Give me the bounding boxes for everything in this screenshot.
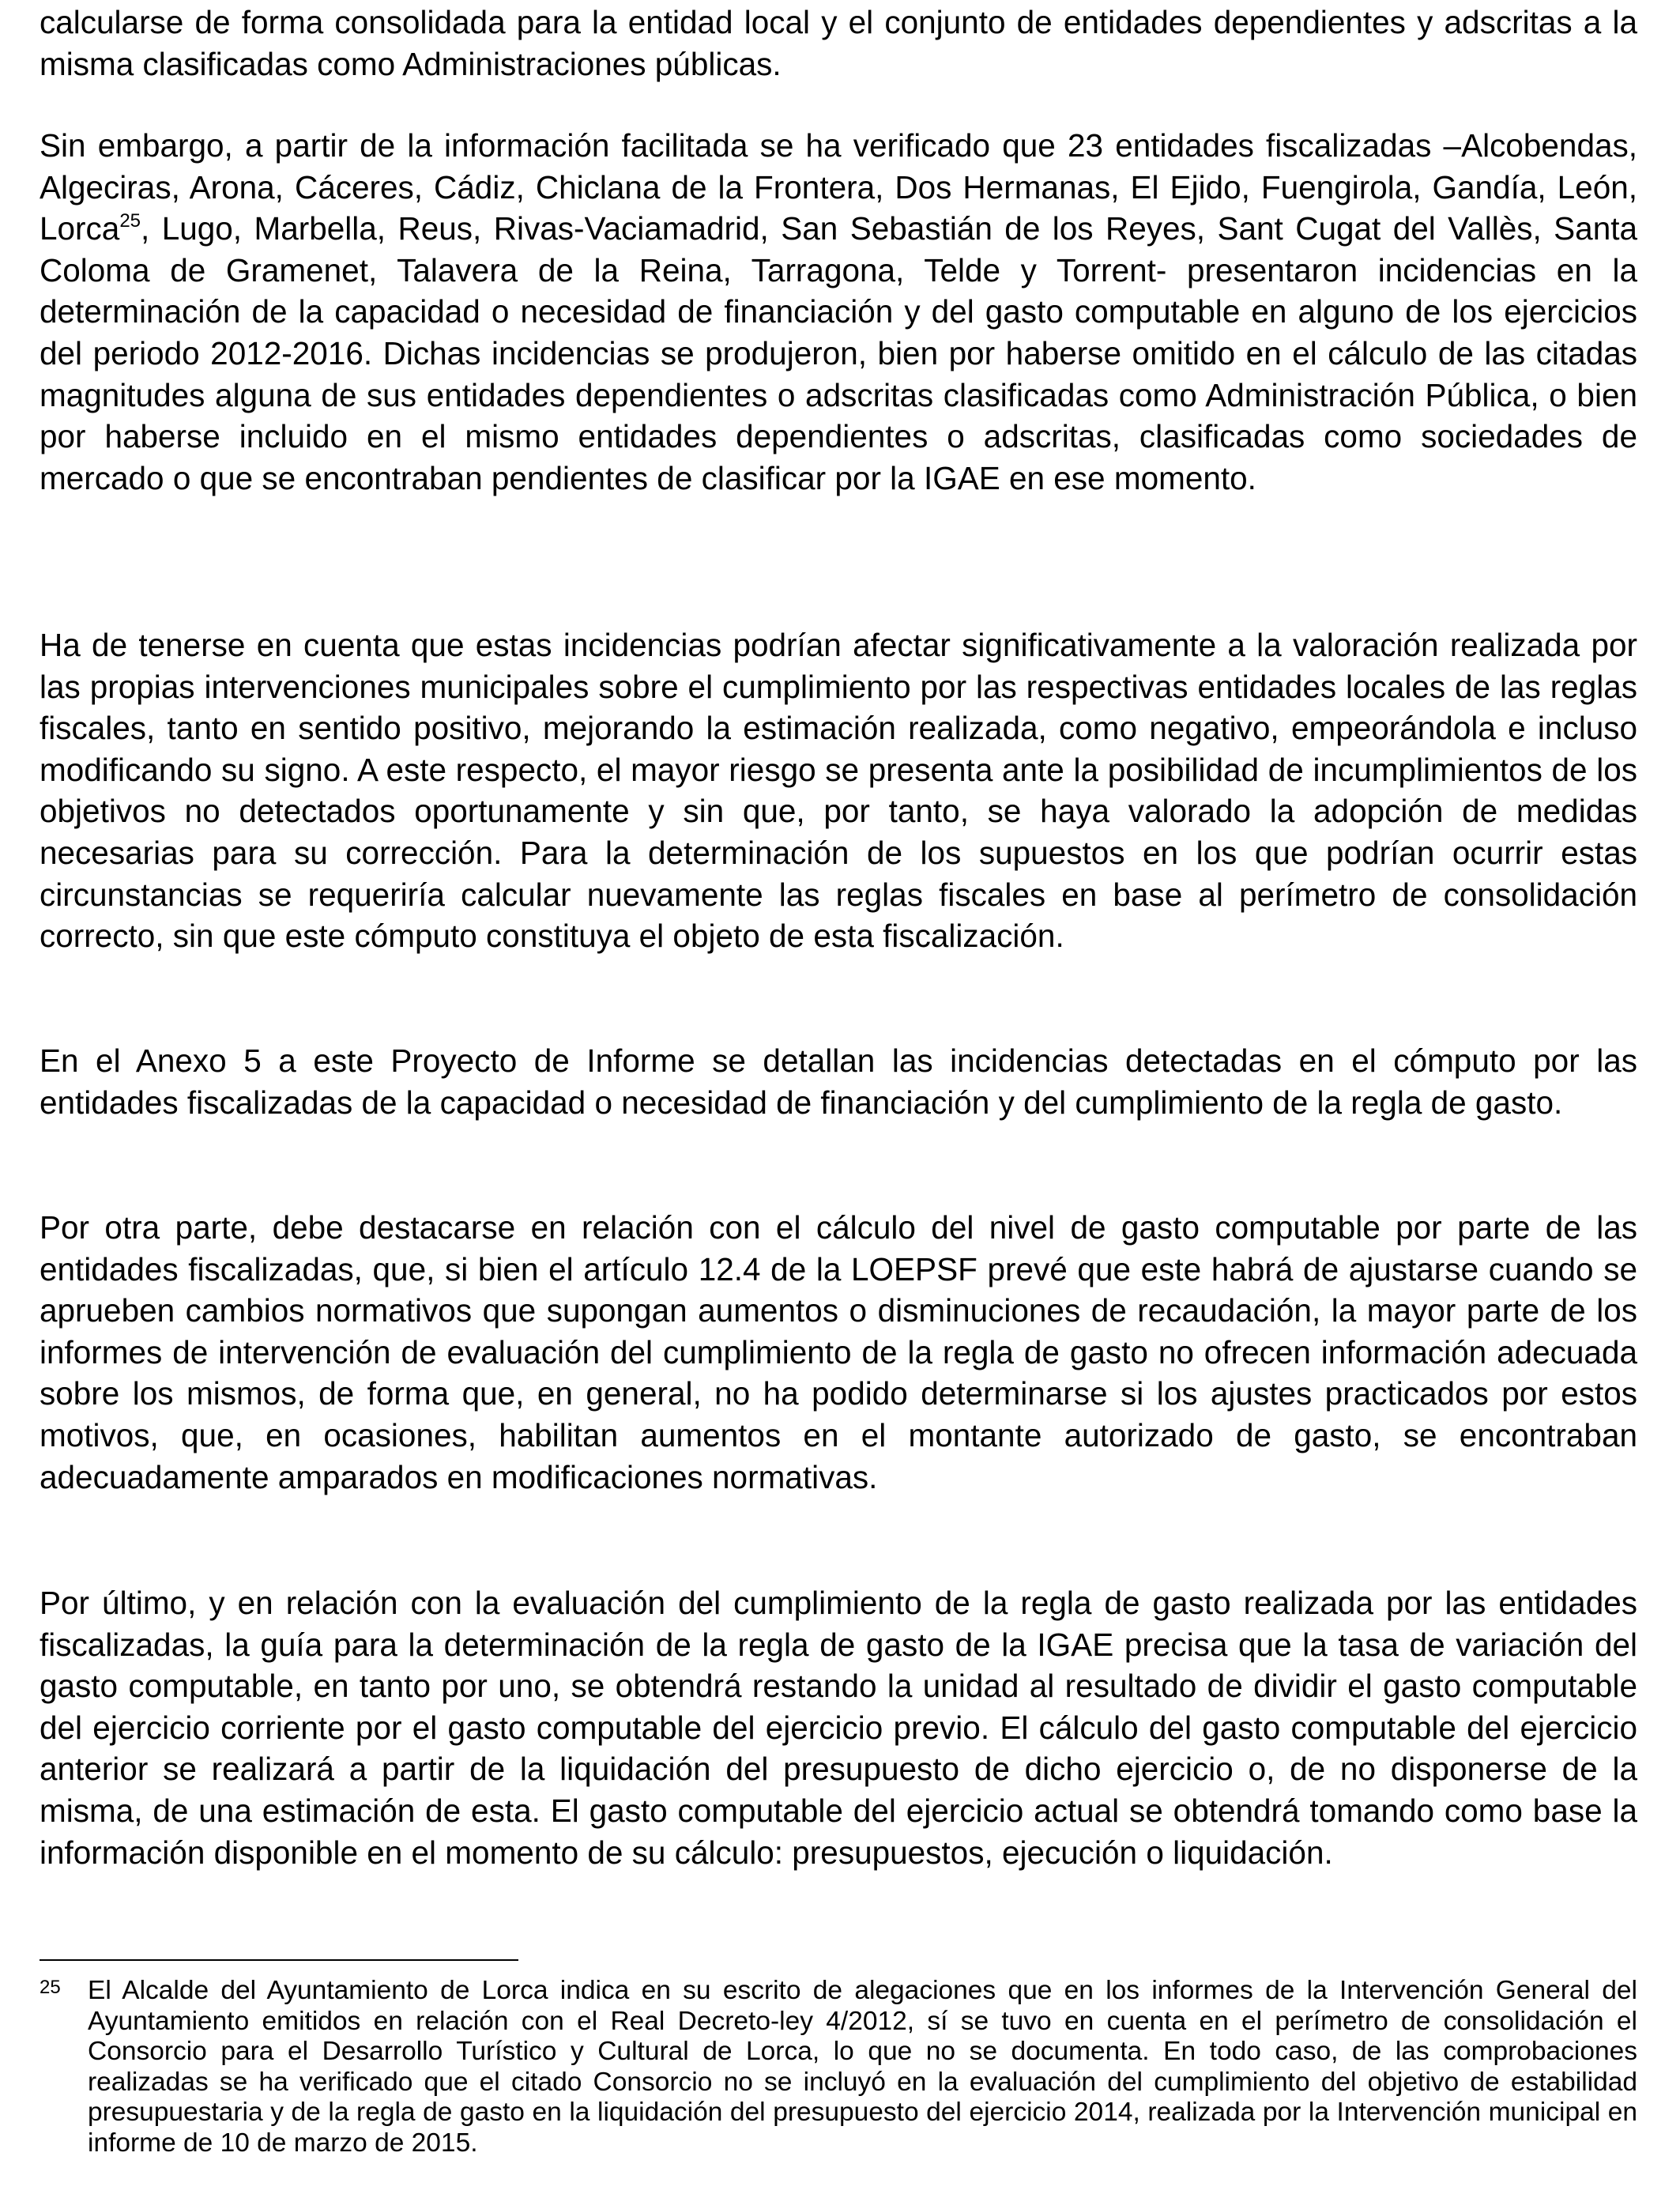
- paragraph-text-after-note: , Lugo, Marbella, Reus, Rivas-Vaciamadrid, San Sebastián de los Reyes, Sant Cugat del Vallès, Santa Coloma de Gramenet, Talavera de la Reina, Tarragona, Telde y Torrent- presentaron incidencias en la determinación de la capacidad o necesidad de financiación y del gasto computable en alguno de los ejercicios del periodo 2012-2016. Dichas incidencias se produjeron, bien por haberse omitido en el cálculo de las citadas magnitudes alguna de sus entidades dependientes o adscritas clasificadas como Administración Pública, o bien por haberse incluido en el mismo entidades dependientes o adscritas, clasificadas como sociedades de mercado o que se encontraban pendientes de clasificar por la IGAE en ese momento.: [40, 210, 1637, 496]
- paragraph-consolidation-continuation: calcularse de forma consolidada para la entidad local y el conjunto de entidades dependientes y adscritas a la misma clasificadas como Administraciones públicas.: [40, 4, 1637, 82]
- footnote: [40, 1976, 1637, 2159]
- footnote-reference[interactable]: 25: [119, 210, 141, 232]
- paragraph-anexo-5: En el Anexo 5 a este Proyecto de Informe se detallan las incidencias detectadas en el cómputo por las entidades fiscalizadas de la capacidad o necesidad de financiación y del cumplimiento de la regla de gasto.: [40, 1042, 1637, 1121]
- paragraph-regla-de-gasto: Por último, y en relación con la evaluación del cumplimiento de la regla de gasto realizada por las entidades fiscalizadas, la guía para la determinación de la regla de gasto de la IGAE precisa que la tasa de variación del gasto computable, en tanto por uno, se obtendrá restando la unidad al resultado de dividir el gasto computable del ejercicio corriente por el gasto computable del ejercicio previo. El cálculo del gasto computable del ejercicio anterior se realizará a partir de la liquidación del presupuesto de dicho ejercicio o, de no disponerse de la misma, de una estimación de esta. El gasto computable del ejercicio actual se obtendrá tomando como base la información disponible en el momento de su cálculo: presupuestos, ejecución o liquidación.: [40, 1585, 1637, 1871]
- footnote-text: El Alcalde del Ayuntamiento de Lorca indica en su escrito de alegaciones que en los informes de la Intervención General del Ayuntamiento emitidos en relación con el Real Decreto-ley 4/2012, sí se tuvo en cuenta en el perímetro de consolidación el Consorcio para el Desarrollo Turístico y Cultural de Lorca, lo que no se documenta. En todo caso, de las comprobaciones realizadas se ha verificado que el citado Consorcio no se incluyó en la evaluación del cumplimiento del objetivo de estabilidad presupuestaria y de la regla de gasto en la liquidación del presupuesto del ejercicio 2014, realizada por la Intervención municipal en informe de 10 de marzo de 2015.: [88, 1976, 1637, 2158]
- paragraph-gasto-computable: Por otra parte, debe destacarse en relación con el cálculo del nivel de gasto computable por parte de las entidades fiscalizadas, que, si bien el artículo 12.4 de la LOEPSF prevé que este habrá de ajustarse cuando se aprueben cambios normativos que supongan aumentos o disminuciones de recaudación, la mayor parte de los informes de intervención de evaluación del cumplimiento de la regla de gasto no ofrecen información adecuada sobre los mismos, de forma que, en general, no ha podido determinarse si los ajustes practicados por estos motivos, que, en ocasiones, habilitan aumentos en el montante autorizado de gasto, se encontraban adecuadamente amparados en modificaciones normativas.: [40, 1209, 1637, 1495]
- paragraph-text-before-note: Sin embargo, a partir de la información facilitada se ha verificado que 23 entidades fiscalizadas –Alcobendas, Algeciras, Arona, Cáceres, Cádiz, Chiclana de la Frontera, Dos Hermanas, El Ejido, Fuengirola, Gandía, León, Lorca: [40, 127, 1637, 247]
- footnote-separator: [40, 1959, 518, 1961]
- paragraph-incidencias-entidades: [40, 125, 1637, 499]
- paragraph-valoracion-riesgo: Ha de tenerse en cuenta que estas incidencias podrían afectar significativamente a la valoración realizada por las propias intervenciones municipales sobre el cumplimiento por las respectivas entidades locales de las reglas fiscales, tanto en sentido positivo, mejorando la estimación realizada, como negativo, empeorándola e incluso modificando su signo. A este respecto, el mayor riesgo se presenta ante la posibilidad de incumplimientos de los objetivos no detectados oportunamente y sin que, por tanto, se haya valorado la adopción de medidas necesarias para su corrección. Para la determinación de los supuestos en los que podrían ocurrir estas circunstancias se requeriría calcular nuevamente las reglas fiscales en base al perímetro de consolidación correcto, sin que este cómputo constituya el objeto de esta fiscalización.: [40, 627, 1637, 955]
- footnote-number: 25: [40, 1977, 61, 1998]
